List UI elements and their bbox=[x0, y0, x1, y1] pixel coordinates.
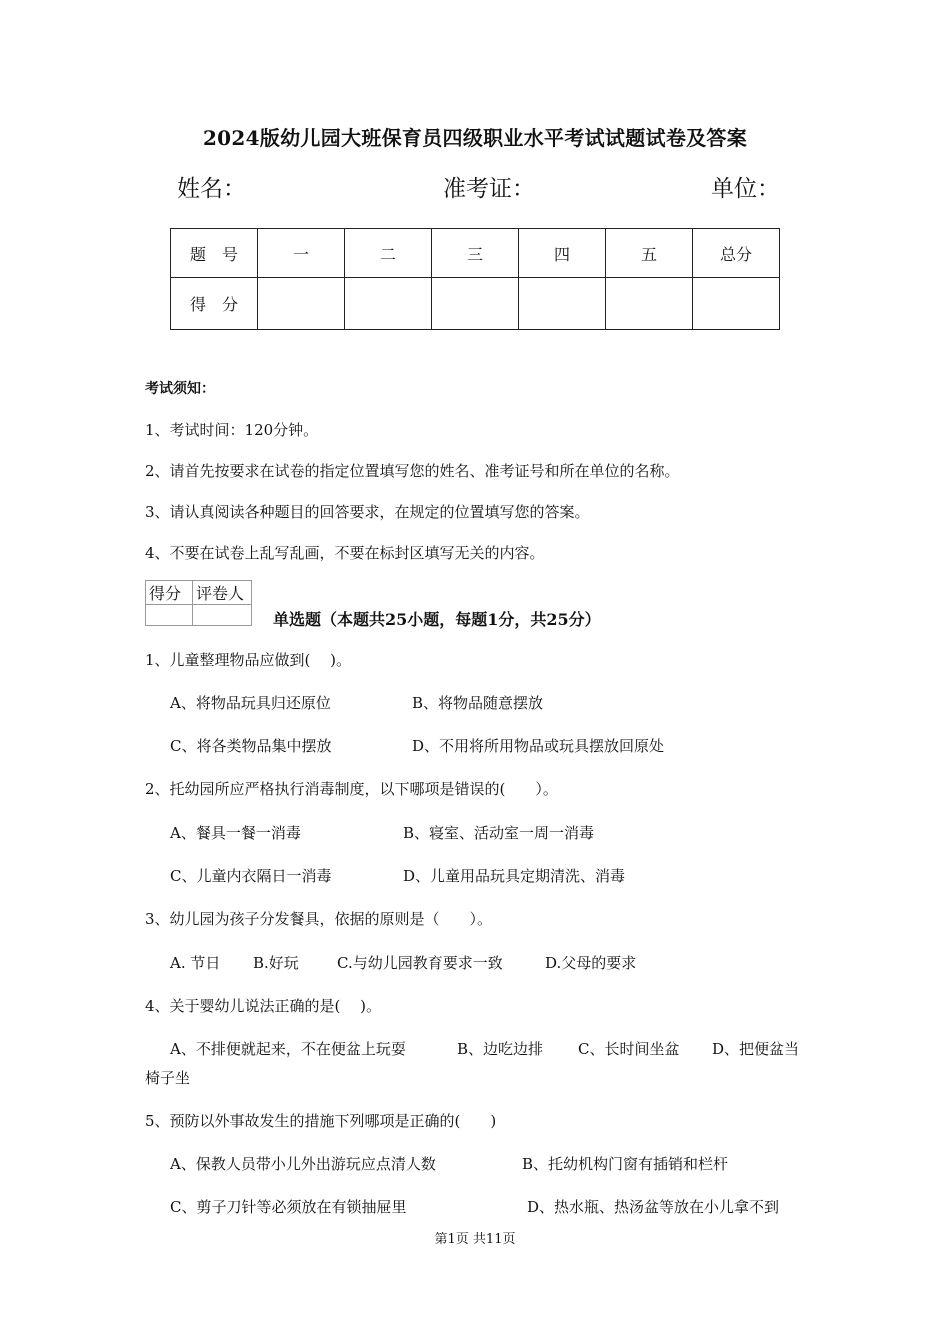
question-option: D.父母的要求 bbox=[545, 954, 637, 972]
question-option: C、将各类物品集中摆放 bbox=[170, 737, 332, 755]
score-table bbox=[170, 228, 780, 330]
note-item: 2、请首先按要求在试卷的指定位置填写您的姓名、准考证号和所在单位的名称。 bbox=[145, 462, 680, 480]
question-option: D、儿童用品玩具定期清洗、消毒 bbox=[403, 867, 626, 885]
question-option: B、将物品随意摆放 bbox=[412, 694, 544, 712]
question-option: A、不排便就起来，不在便盆上玩耍 bbox=[170, 1040, 406, 1058]
question-text: 3、幼儿园为孩子分发餐具，依据的原则是（ ）。 bbox=[145, 910, 493, 928]
notes-heading: 考试须知： bbox=[145, 381, 215, 397]
note-item: 3、请认真阅读各种题目的回答要求，在规定的位置填写您的答案。 bbox=[145, 503, 590, 521]
score-cell[interactable] bbox=[606, 278, 693, 330]
question-option: C、儿童内衣隔日一消毒 bbox=[170, 867, 332, 885]
question-option: B、边吃边排 bbox=[457, 1040, 544, 1058]
question-option: A、将物品玩具归还原位 bbox=[170, 694, 331, 712]
score-table-header: 总分 bbox=[693, 229, 780, 278]
score-table-header: 一 bbox=[258, 229, 345, 278]
exam-id-field-label: 准考证： bbox=[443, 176, 535, 202]
question-option: C、长时间坐盆 bbox=[578, 1040, 680, 1058]
question-option: B、托幼机构门窗有插销和栏杆 bbox=[522, 1155, 729, 1173]
score-table-header: 五 bbox=[606, 229, 693, 278]
question-text: 4、关于婴幼儿说法正确的是( )。 bbox=[145, 997, 382, 1015]
name-field-label: 姓名： bbox=[177, 176, 246, 202]
score-row-label: 得 分 bbox=[171, 278, 258, 330]
question-option: D、热水瓶、热汤盆等放在小儿拿不到 bbox=[527, 1198, 780, 1216]
section-title: 单选题（本题共25小题，每题1分，共25分） bbox=[273, 610, 601, 629]
question-text: 2、托幼园所应严格执行消毒制度，以下哪项是错误的( ）。 bbox=[145, 780, 558, 798]
score-cell[interactable] bbox=[345, 278, 432, 330]
grader-box bbox=[145, 580, 252, 626]
page-title: 2024版幼儿园大班保育员四级职业水平考试试题试卷及答案 bbox=[202, 126, 748, 150]
score-table-header: 四 bbox=[519, 229, 606, 278]
page-footer: 第1页 共11页 bbox=[434, 1232, 516, 1247]
score-table-header: 二 bbox=[345, 229, 432, 278]
score-table-header: 题 号 bbox=[171, 229, 258, 278]
grader-score-cell[interactable] bbox=[146, 605, 193, 626]
question-text: 5、预防以外事故发生的措施下列哪项是正确的( ) bbox=[145, 1112, 497, 1130]
score-cell[interactable] bbox=[432, 278, 519, 330]
note-item: 1、考试时间：120分钟。 bbox=[145, 421, 319, 439]
grader-name-cell[interactable] bbox=[193, 605, 252, 626]
score-cell[interactable] bbox=[258, 278, 345, 330]
note-item: 4、不要在试卷上乱写乱画，不要在标封区填写无关的内容。 bbox=[145, 544, 545, 562]
score-cell[interactable] bbox=[519, 278, 606, 330]
question-text: 1、儿童整理物品应做到( )。 bbox=[145, 651, 352, 669]
score-cell[interactable] bbox=[693, 278, 780, 330]
question-option: B.好玩 bbox=[253, 954, 299, 972]
unit-field-label: 单位： bbox=[711, 176, 780, 202]
question-option: B、寝室、活动室一周一消毒 bbox=[403, 824, 595, 842]
question-option: C.与幼儿园教育要求一致 bbox=[337, 954, 503, 972]
question-option: A. 节日 bbox=[170, 954, 221, 972]
grader-name-label: 评卷人 bbox=[193, 581, 252, 605]
question-option: D、把便盆当 bbox=[712, 1040, 800, 1058]
question-option-continuation: 椅子坐 bbox=[145, 1069, 191, 1087]
question-option: D、不用将所用物品或玩具摆放回原处 bbox=[412, 737, 665, 755]
score-table-header: 三 bbox=[432, 229, 519, 278]
question-option: C、剪子刀针等必须放在有锁抽屉里 bbox=[170, 1198, 407, 1216]
question-option: A、保教人员带小儿外出游玩应点清人数 bbox=[170, 1155, 436, 1173]
question-option: A、餐具一餐一消毒 bbox=[170, 824, 301, 842]
grader-score-label: 得分 bbox=[146, 581, 193, 605]
